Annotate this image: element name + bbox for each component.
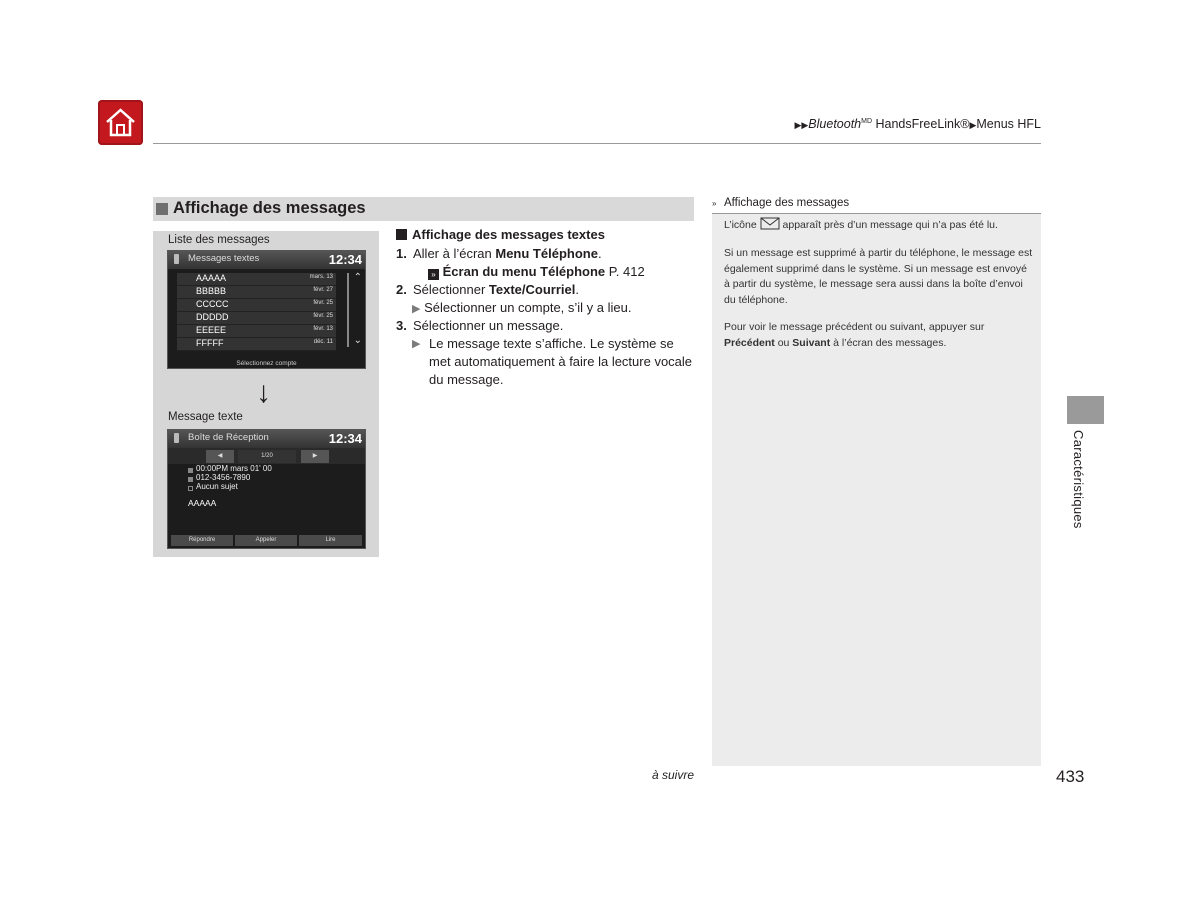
read-button[interactable]: Lire	[299, 535, 362, 546]
pager-bar	[168, 448, 365, 464]
screen-message-text	[167, 429, 366, 549]
section-heading-bar	[153, 197, 694, 221]
chapter-label: Caractéristiques	[1071, 430, 1086, 529]
screen-title: Messages textes	[188, 253, 260, 264]
step-2	[396, 281, 579, 299]
list-item-name: AAAAA	[196, 273, 227, 283]
reference-arrow-icon: »	[428, 269, 439, 280]
list-item-date: févr. 25	[313, 313, 333, 319]
scrollbar[interactable]	[347, 273, 349, 347]
note-arrow-icon: »	[712, 199, 717, 208]
breadcrumb-menus: Menus HFL	[976, 117, 1041, 131]
subheading	[396, 227, 605, 242]
sidebar-text: Pour voir le message précédent ou suivant, appuyer sur	[724, 321, 985, 333]
step-1-reference[interactable]	[428, 263, 645, 281]
step-2-sub	[412, 299, 631, 318]
step-3-sub	[412, 335, 694, 389]
page-number: 433	[1056, 767, 1085, 786]
square-bullet-icon	[396, 229, 407, 240]
screen-clock: 12:34	[328, 431, 362, 446]
down-arrow-icon: ↓	[256, 376, 271, 409]
breadcrumb-bluetooth: Bluetooth	[808, 117, 862, 131]
breadcrumb-handsfree: HandsFreeLink®	[872, 117, 970, 131]
step-text: Sélectionner un message.	[413, 318, 564, 333]
envelope-icon	[760, 217, 780, 230]
list-item[interactable]	[177, 338, 336, 351]
header-rule	[153, 143, 1041, 144]
scroll-down-icon[interactable]: ⌄	[353, 335, 362, 346]
prev-button[interactable]: ◀	[206, 450, 234, 463]
figure-label-list: Liste des messages	[168, 234, 270, 246]
step-end: .	[575, 282, 579, 297]
list-item[interactable]	[177, 325, 336, 338]
section-square-icon	[156, 203, 168, 215]
step-1	[396, 245, 602, 263]
message-phone: 012-3456-7890	[196, 473, 251, 482]
step-text: Aller à l’écran	[413, 246, 496, 261]
sidebar-paragraph-1	[724, 217, 1034, 234]
list-item-name: BBBBB	[196, 286, 227, 296]
message-time: 00:00PM mars 01' 00	[196, 464, 272, 473]
breadcrumb-arrows: ▶▶	[794, 120, 809, 130]
step-end: .	[597, 246, 602, 261]
message-subject: Aucun sujet	[196, 482, 238, 491]
call-button[interactable]: Appeler	[235, 535, 297, 546]
section-title: Affichage des messages	[173, 199, 366, 217]
reference-bold: Écran du menu Téléphone	[442, 264, 606, 279]
step-number: 1.	[396, 246, 407, 261]
list-item-date: févr. 25	[313, 300, 333, 306]
triangle-right-icon: ▶	[412, 303, 421, 315]
step-3	[396, 317, 563, 335]
screen-message-list	[167, 250, 366, 369]
breadcrumb-sep: ▶	[969, 120, 977, 130]
chapter-tab	[1067, 396, 1104, 424]
sidebar-bold: Précédent	[724, 336, 775, 349]
list-item-date: févr. 27	[313, 287, 333, 293]
list-item-date: mars. 13	[309, 274, 333, 280]
scroll-up-icon[interactable]: ⌃	[353, 272, 362, 283]
list-item-name: DDDDD	[196, 312, 229, 322]
list-item-name: EEEEE	[196, 325, 227, 335]
home-icon[interactable]	[98, 100, 143, 145]
step-number: 2.	[396, 282, 407, 297]
sidebar-text: apparaît près d’un message qui n’a pas été lu.	[779, 219, 998, 231]
list-item[interactable]	[177, 273, 336, 286]
subject-icon	[188, 486, 193, 491]
sidebar-paragraph-3	[724, 320, 1034, 351]
step-sub-text: Le message texte s’affiche. Le système se met automatiquement à faire la lecture vocale du message.	[429, 336, 693, 387]
step-number: 3.	[396, 318, 407, 333]
message-body: AAAAA	[188, 498, 217, 508]
list-item[interactable]	[177, 299, 336, 312]
sidebar-header	[712, 196, 1041, 214]
breadcrumb-md: MD	[861, 117, 873, 125]
page-indicator: 1/20	[238, 450, 296, 463]
breadcrumb	[794, 117, 1041, 131]
step-bold: Texte/Courriel	[488, 282, 576, 297]
list-item[interactable]	[177, 312, 336, 325]
reply-button[interactable]: Répondre	[171, 535, 233, 546]
clock-icon	[188, 468, 193, 473]
list-item[interactable]	[177, 286, 336, 299]
phone-icon	[174, 433, 179, 443]
list-item-name: FFFFF	[196, 338, 224, 348]
step-sub-text: Sélectionner un compte, s’il y a lieu.	[424, 300, 632, 315]
house-icon	[104, 106, 137, 139]
sidebar-note	[712, 196, 1041, 766]
sidebar-bold: Suivant	[792, 336, 831, 349]
sidebar-paragraph-2: Si un message est supprimé à partir du téléphone, le message est également supprimé dans le système. Si un message est envoyé à partir du système, le message sera aussi dans la boîte d’envoi du téléphone.	[724, 247, 1033, 306]
triangle-right-icon: ▶	[412, 338, 421, 350]
subheading-text: Affichage des messages textes	[412, 227, 605, 242]
continue-text: à suivre	[652, 768, 695, 782]
list-item-name: CCCCC	[196, 299, 229, 309]
sidebar-title: Affichage des messages	[724, 197, 850, 209]
screen-clock: 12:34	[328, 252, 362, 267]
reference-page: P. 412	[605, 264, 645, 279]
next-button[interactable]: ▶	[301, 450, 329, 463]
screen-footer-text: Sélectionnez compte	[236, 360, 297, 367]
figure-label-text: Message texte	[168, 411, 243, 423]
sidebar-text: à l’écran des messages.	[830, 336, 947, 349]
step-text: Sélectionner	[413, 282, 489, 297]
step-bold: Menu Téléphone	[495, 246, 598, 261]
sidebar-text: ou	[774, 336, 793, 349]
sidebar-text: L’icône	[724, 219, 760, 231]
list-item-date: févr. 13	[313, 326, 333, 332]
figure-panel	[153, 231, 379, 557]
screen-title: Boîte de Réception	[188, 432, 269, 443]
person-icon	[188, 477, 193, 482]
phone-icon	[174, 254, 179, 264]
list-item-date: déc. 11	[313, 339, 333, 345]
